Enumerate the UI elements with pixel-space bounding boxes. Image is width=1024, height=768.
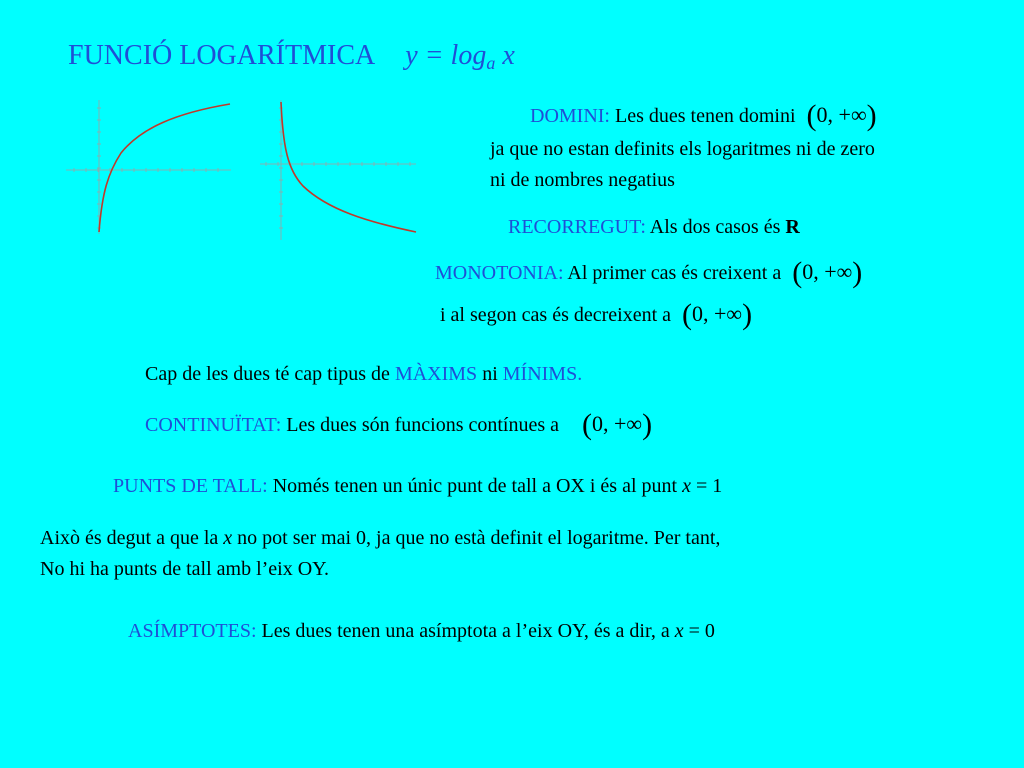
domini-line2: ja que no estan definits els logaritmes ni de zero — [490, 138, 875, 160]
domini-line3: ni de nombres negatius — [490, 169, 675, 191]
punts-tall-line: PUNTS DE TALL: Només tenen un únic punt de tall a OX i és al punt x = 1 — [113, 475, 723, 497]
interval-continuitat: (0, +∞) — [582, 408, 653, 441]
domini-line1 — [530, 99, 877, 132]
asimptotes-label: ASÍMPTOTES: — [128, 620, 257, 642]
interval-domini: (0, +∞) — [806, 99, 877, 132]
domini-label: DOMINI: — [530, 105, 610, 127]
minims-keyword: MÍNIMS. — [502, 363, 583, 385]
monotonia-line2 — [440, 298, 753, 331]
continuitat-label: CONTINUÏTAT: — [145, 414, 282, 436]
asimptotes-line: ASÍMPTOTES: Les dues tenen una asímptota a l’eix OY, és a dir, a x = 0 — [128, 620, 715, 642]
graph-decreasing-log — [258, 98, 423, 243]
continuitat-text: Les dues són funcions contínues a — [281, 414, 560, 436]
graph-increasing-log — [66, 98, 236, 238]
interval-monotonia-2: (0, +∞) — [682, 298, 753, 331]
explicacio-line2: No hi ha punts de tall amb l’eix OY. — [40, 558, 330, 580]
domini-text: Les dues tenen domini — [610, 105, 796, 127]
title-text: FUNCIÓ LOGARÍTMICA — [68, 40, 376, 71]
title-equation: $y = \log_a x$ — [405, 40, 515, 73]
recorregut-r: R — [785, 216, 800, 238]
log-curve-decreasing — [281, 102, 416, 232]
punts-tall-label: PUNTS DE TALL: — [113, 475, 268, 497]
monotonia-text: Al primer cas és creixent a — [563, 262, 782, 284]
log-curve-increasing — [99, 104, 230, 232]
continuitat-line — [145, 408, 653, 441]
recorregut-text: Als dos casos és — [645, 216, 786, 238]
maxmin-line: Cap de les dues té cap tipus de MÀXIMS ni MÍNIMS. — [145, 363, 583, 385]
monotonia-label: MONOTONIA: — [435, 262, 564, 284]
recorregut-label: RECORREGUT: — [508, 216, 646, 238]
recorregut-line — [508, 216, 800, 238]
interval-monotonia-1: (0, +∞) — [792, 256, 863, 289]
maxims-keyword: MÀXIMS — [394, 363, 478, 385]
monotonia-text2: i al segon cas és decreixent a — [440, 304, 672, 326]
monotonia-line1 — [435, 256, 863, 289]
punts-tall-text: Només tenen un únic punt de tall a OX i és al punt — [267, 475, 683, 497]
explicacio-line1: Això és degut a que la x no pot ser mai 0, ja que no està definit el logaritme. Per tant, — [40, 527, 721, 549]
asimptotes-text: Les dues tenen una asímptota a l’eix OY, és a dir, a — [256, 620, 675, 642]
page-title — [68, 40, 515, 74]
